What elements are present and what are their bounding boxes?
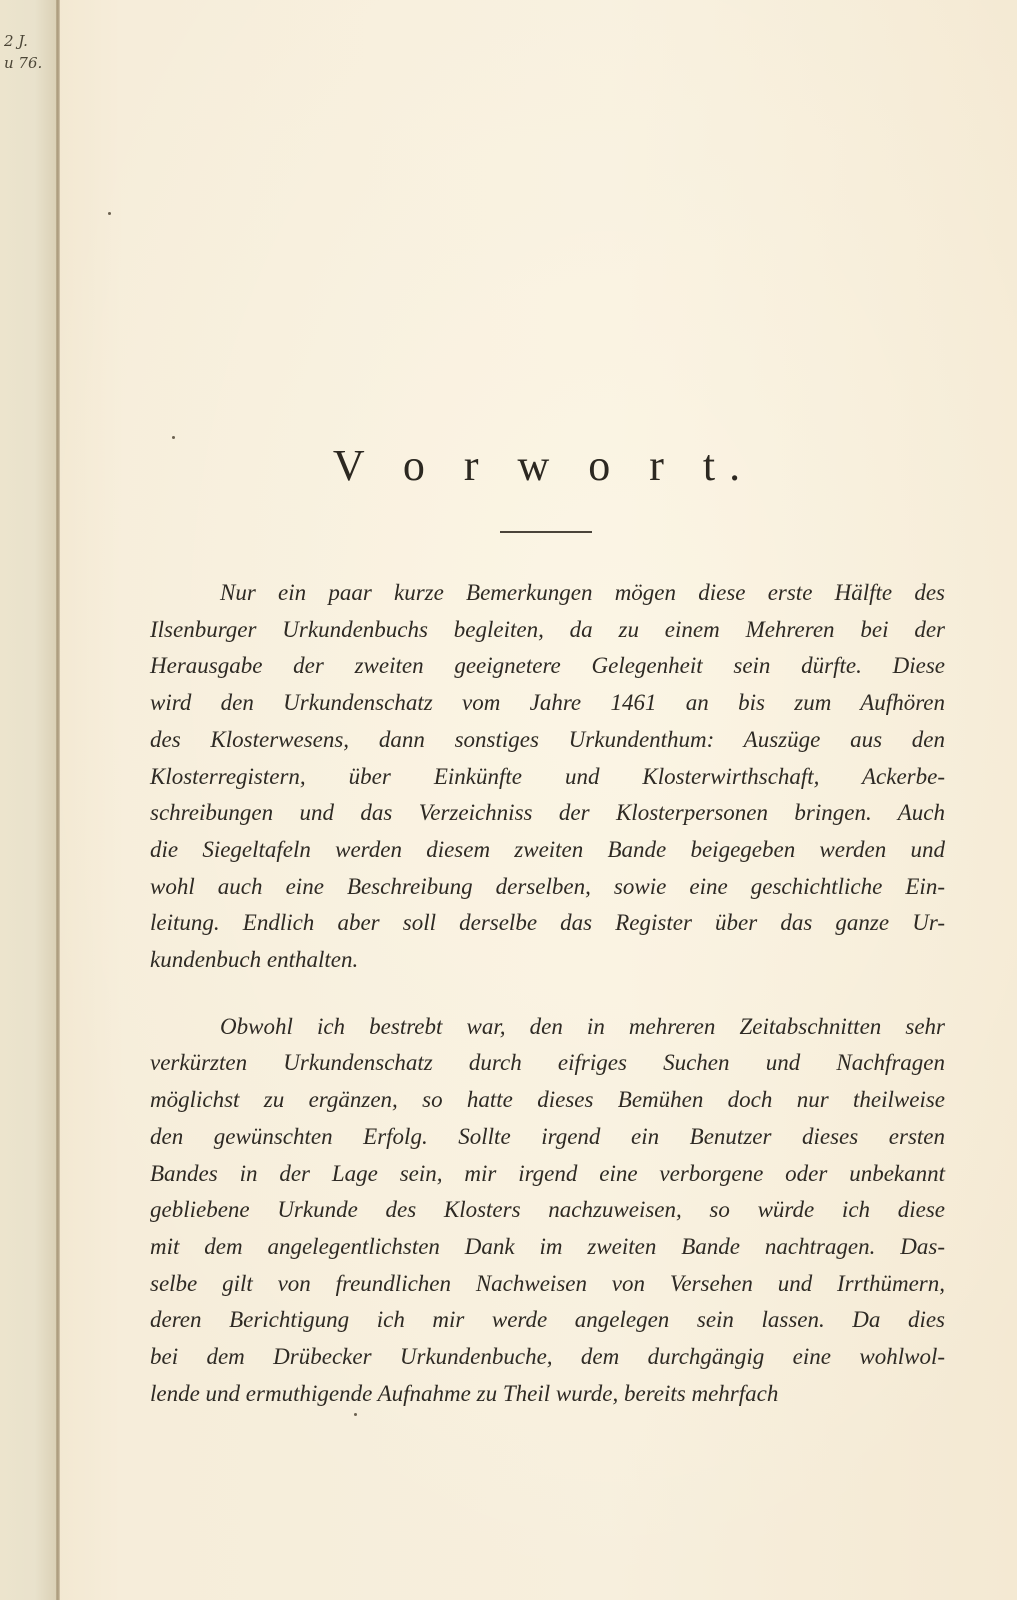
text-line: selbe gilt von freundlichen Nachweisen von Versehen und Irrthümern, (150, 1270, 945, 1296)
margin-note (4, 30, 42, 74)
text-line: gebliebene Urkunde des Klosters nachzuweisen, so würde ich diese (150, 1197, 945, 1223)
text-line: leitung. Endlich aber soll derselbe das Register über das ganze Ur- (150, 910, 945, 936)
text-line: kundenbuch enthalten. (150, 947, 359, 973)
text-line: Klosterregistern, über Einkünfte und Klosterwirthschaft, Ackerbe- (150, 763, 945, 789)
binding-gutter (0, 0, 58, 1600)
text-line: den gewünschten Erfolg. Sollte irgend ein Benutzer dieses ersten (150, 1123, 945, 1149)
text-line: möglichst zu ergänzen, so hatte dieses Bemühen doch nur theilweise (150, 1087, 945, 1113)
text-line: Ilsenburger Urkundenbuchs begleiten, da zu einem Mehreren bei der (150, 616, 945, 642)
text-line: schreibungen und das Verzeichniss der Klosterpersonen bringen. Auch (150, 800, 945, 826)
binding-edge (56, 0, 60, 1600)
page-title: V o r w o r t. (332, 441, 755, 490)
text-line: mit dem angelegentlichsten Dank im zweiten Bande nachtragen. Das- (150, 1233, 945, 1259)
text-line: Obwohl ich bestrebt war, den in mehreren Zeitabschnitten sehr (220, 1013, 945, 1039)
ink-speck (108, 212, 111, 215)
margin-note-line1: 2 J. (4, 32, 28, 50)
text-line: des Klosterwesens, dann sonstiges Urkundenthum: Auszüge aus den (150, 726, 945, 752)
text-line: wird den Urkundenschatz vom Jahre 1461 an bis zum Aufhören (150, 690, 945, 716)
text-line: die Siegeltafeln werden diesem zweiten Bande beigegeben werden und (150, 836, 945, 862)
text-line: Bandes in der Lage sein, mir irgend eine verborgene oder unbekannt (150, 1160, 945, 1186)
ink-speck (172, 436, 175, 439)
text-line: Nur ein paar kurze Bemerkungen mögen diese erste Hälfte des (220, 580, 945, 605)
margin-note-line2: u 76. (4, 54, 43, 72)
text-line: bei dem Drübecker Urkundenbuche, dem durchgängig eine wohlwol- (150, 1344, 945, 1370)
text-line: wohl auch eine Beschreibung derselben, sowie eine geschichtliche Ein- (150, 873, 945, 899)
preface-text (150, 575, 945, 1412)
text-line: lende und ermuthigende Aufnahme zu Theil wurde, bereits mehrfach (150, 1380, 779, 1406)
title-rule (500, 531, 592, 533)
text-line: Herausgabe der zweiten geeignetere Gelegenheit sein dürfte. Diese (150, 653, 945, 679)
paragraph-1 (150, 575, 945, 979)
paragraph-2 (150, 1009, 945, 1413)
text-line: verkürzten Urkundenschatz durch eifriges Suchen und Nachfragen (150, 1050, 945, 1076)
ink-speck (354, 1413, 357, 1416)
text-line: deren Berichtigung ich mir werde angelegen sein lassen. Da dies (150, 1307, 945, 1333)
